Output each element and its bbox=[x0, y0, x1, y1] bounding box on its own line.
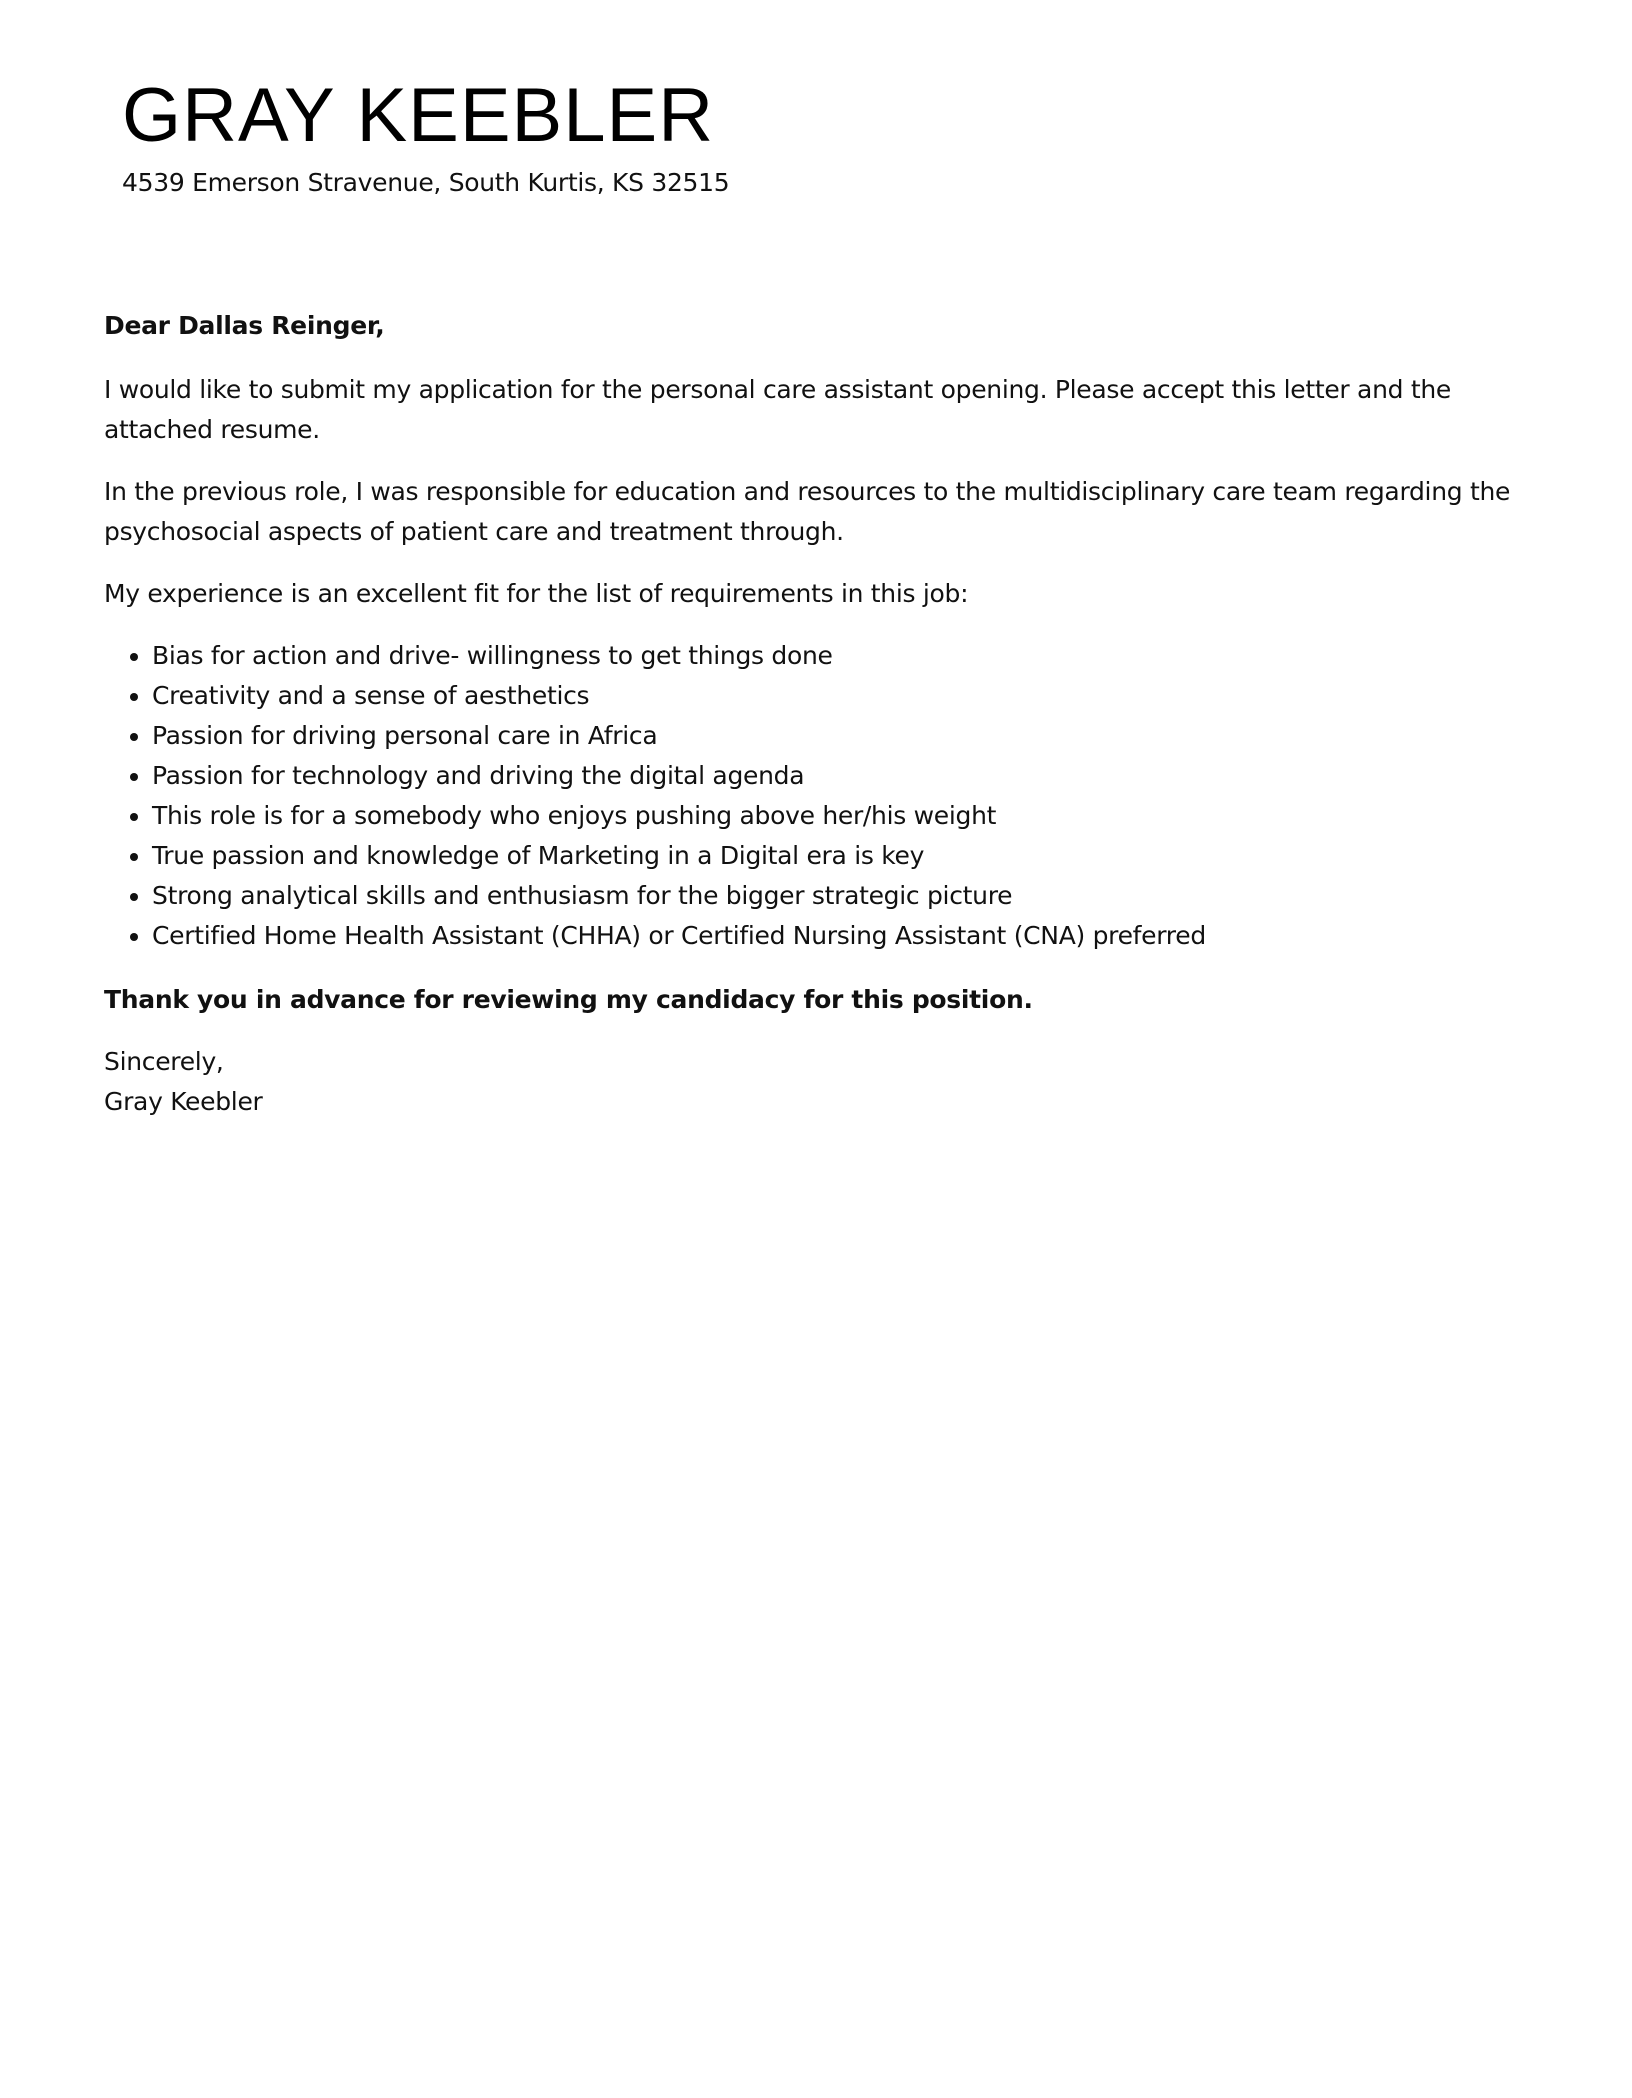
signature-name: Gray Keebler bbox=[104, 1087, 263, 1116]
intro-paragraph: I would like to submit my application for the personal care assistant opening. Please accept this letter and the attached resume. bbox=[104, 375, 1451, 444]
applicant-name: GRAY KEEBLER bbox=[122, 73, 715, 158]
list-item: • Certified Home Health Assistant (CHHA) or Certified Nursing Assistant (CNA) preferred bbox=[152, 916, 1524, 956]
requirements-list bbox=[104, 636, 1524, 956]
list-item: • True passion and knowledge of Marketing in a Digital era is key bbox=[152, 836, 1524, 876]
letter-body bbox=[104, 306, 1524, 1122]
signoff: Sincerely, bbox=[104, 1047, 224, 1076]
list-item: • Passion for technology and driving the digital agenda bbox=[152, 756, 1524, 796]
applicant-address: 4539 Emerson Stravenue, South Kurtis, KS 32515 bbox=[122, 168, 730, 197]
salutation: Dear Dallas Reinger, bbox=[104, 311, 385, 340]
closing-statement: Thank you in advance for reviewing my candidacy for this position. bbox=[104, 985, 1033, 1014]
list-item: • Creativity and a sense of aesthetics bbox=[152, 676, 1524, 716]
list-item: • Bias for action and drive- willingness to get things done bbox=[152, 636, 1524, 676]
list-item: • Strong analytical skills and enthusiasm for the bigger strategic picture bbox=[152, 876, 1524, 916]
letter-header bbox=[122, 73, 1502, 197]
list-item: • Passion for driving personal care in Africa bbox=[152, 716, 1524, 756]
requirements-intro: My experience is an excellent fit for the list of requirements in this job: bbox=[104, 579, 969, 608]
experience-paragraph: In the previous role, I was responsible for education and resources to the multidisciplinary care team regarding the psychosocial aspects of patient care and treatment through. bbox=[104, 477, 1511, 546]
list-item: • This role is for a somebody who enjoys pushing above her/his weight bbox=[152, 796, 1524, 836]
